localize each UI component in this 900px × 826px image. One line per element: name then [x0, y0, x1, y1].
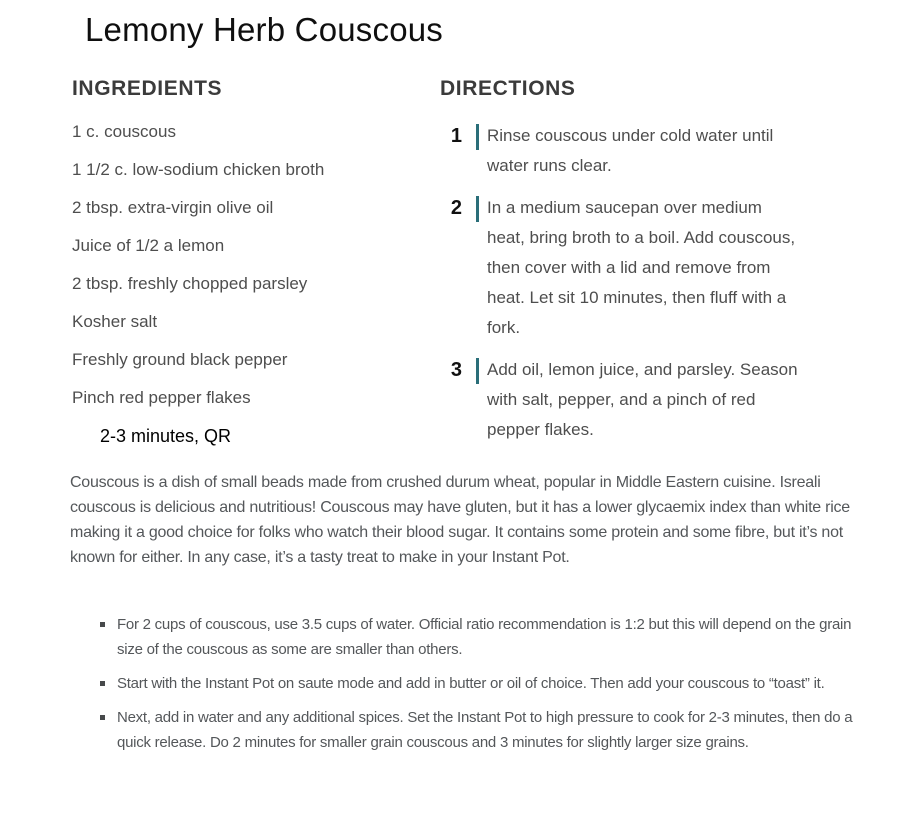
- step-number: 2: [450, 197, 462, 219]
- ingredient-item: 2 tbsp. freshly chopped parsley: [72, 274, 308, 293]
- ingredients-list: [72, 122, 440, 407]
- tip-text: Start with the Instant Pot on saute mode and add in butter or oil of choice. Then add your couscous to “toast” it.: [117, 675, 825, 692]
- ingredient-item: Pinch red pepper flakes: [72, 388, 251, 407]
- step-number: 1: [450, 125, 462, 147]
- direction-step: [440, 121, 862, 181]
- ingredient-item: 2 tbsp. extra-virgin olive oil: [72, 198, 274, 217]
- step-accent-bar: [476, 124, 479, 150]
- direction-step: [440, 355, 862, 445]
- tip-text: Next, add in water and any additional spices. Set the Instant Pot to high pressure to cook for 2-3 minutes, then do a quick release. Do 2 minutes for smaller grain couscous and 3 minutes for slightly larger size grains.: [117, 709, 853, 751]
- directions-list: [440, 121, 862, 445]
- instant-pot-tips-list: [100, 612, 858, 764]
- tip-item: [100, 671, 858, 696]
- directions-heading: DIRECTIONS: [440, 77, 576, 100]
- recipe-title: Lemony Herb Couscous: [85, 11, 444, 48]
- step-number: 3: [450, 359, 462, 381]
- ingredient-item: Kosher salt: [72, 312, 158, 331]
- ingredient-item: Juice of 1/2 a lemon: [72, 236, 225, 255]
- direction-step: [440, 193, 862, 343]
- tip-item: [100, 612, 858, 662]
- square-bullet-icon: [100, 681, 105, 686]
- step-text: Add oil, lemon juice, and parsley. Season with salt, pepper, and a pinch of red pepper flakes.: [487, 360, 798, 439]
- recipe-columns: [72, 77, 862, 457]
- tip-item: [100, 705, 858, 755]
- ingredient-item: 1 1/2 c. low-sodium chicken broth: [72, 160, 325, 179]
- directions-section: [440, 77, 862, 457]
- tip-text: For 2 cups of couscous, use 3.5 cups of water. Official ratio recommendation is 1:2 but this will depend on the grain size of the couscous as some are smaller than others.: [117, 616, 852, 658]
- step-accent-bar: [476, 358, 479, 384]
- cook-time-annotation: 2-3 minutes, QR: [100, 426, 232, 446]
- step-accent-bar: [476, 196, 479, 222]
- ingredients-section: [72, 77, 440, 457]
- step-text: Rinse couscous under cold water until water runs clear.: [487, 126, 774, 175]
- ingredients-heading: INGREDIENTS: [72, 77, 223, 100]
- ingredient-item: Freshly ground black pepper: [72, 350, 288, 369]
- ingredient-item: 1 c. couscous: [72, 122, 176, 141]
- step-text: In a medium saucepan over medium heat, bring broth to a boil. Add couscous, then cover with a lid and remove from heat. Let sit 10 minutes, then fluff with a fork.: [487, 198, 796, 337]
- couscous-description-paragraph: Couscous is a dish of small beads made from crushed durum wheat, popular in Middle Eastern cuisine. Isreali couscous is delicious and nutritious! Couscous may have gluten, but it has a lower glycaemix index than white rice making it a good choice for folks who watch their blood sugar. It contains some protein and some fibre, but it’s not known for either. In any case, it’s a tasty treat to make in your Instant Pot.: [70, 474, 850, 566]
- square-bullet-icon: [100, 622, 105, 627]
- square-bullet-icon: [100, 715, 105, 720]
